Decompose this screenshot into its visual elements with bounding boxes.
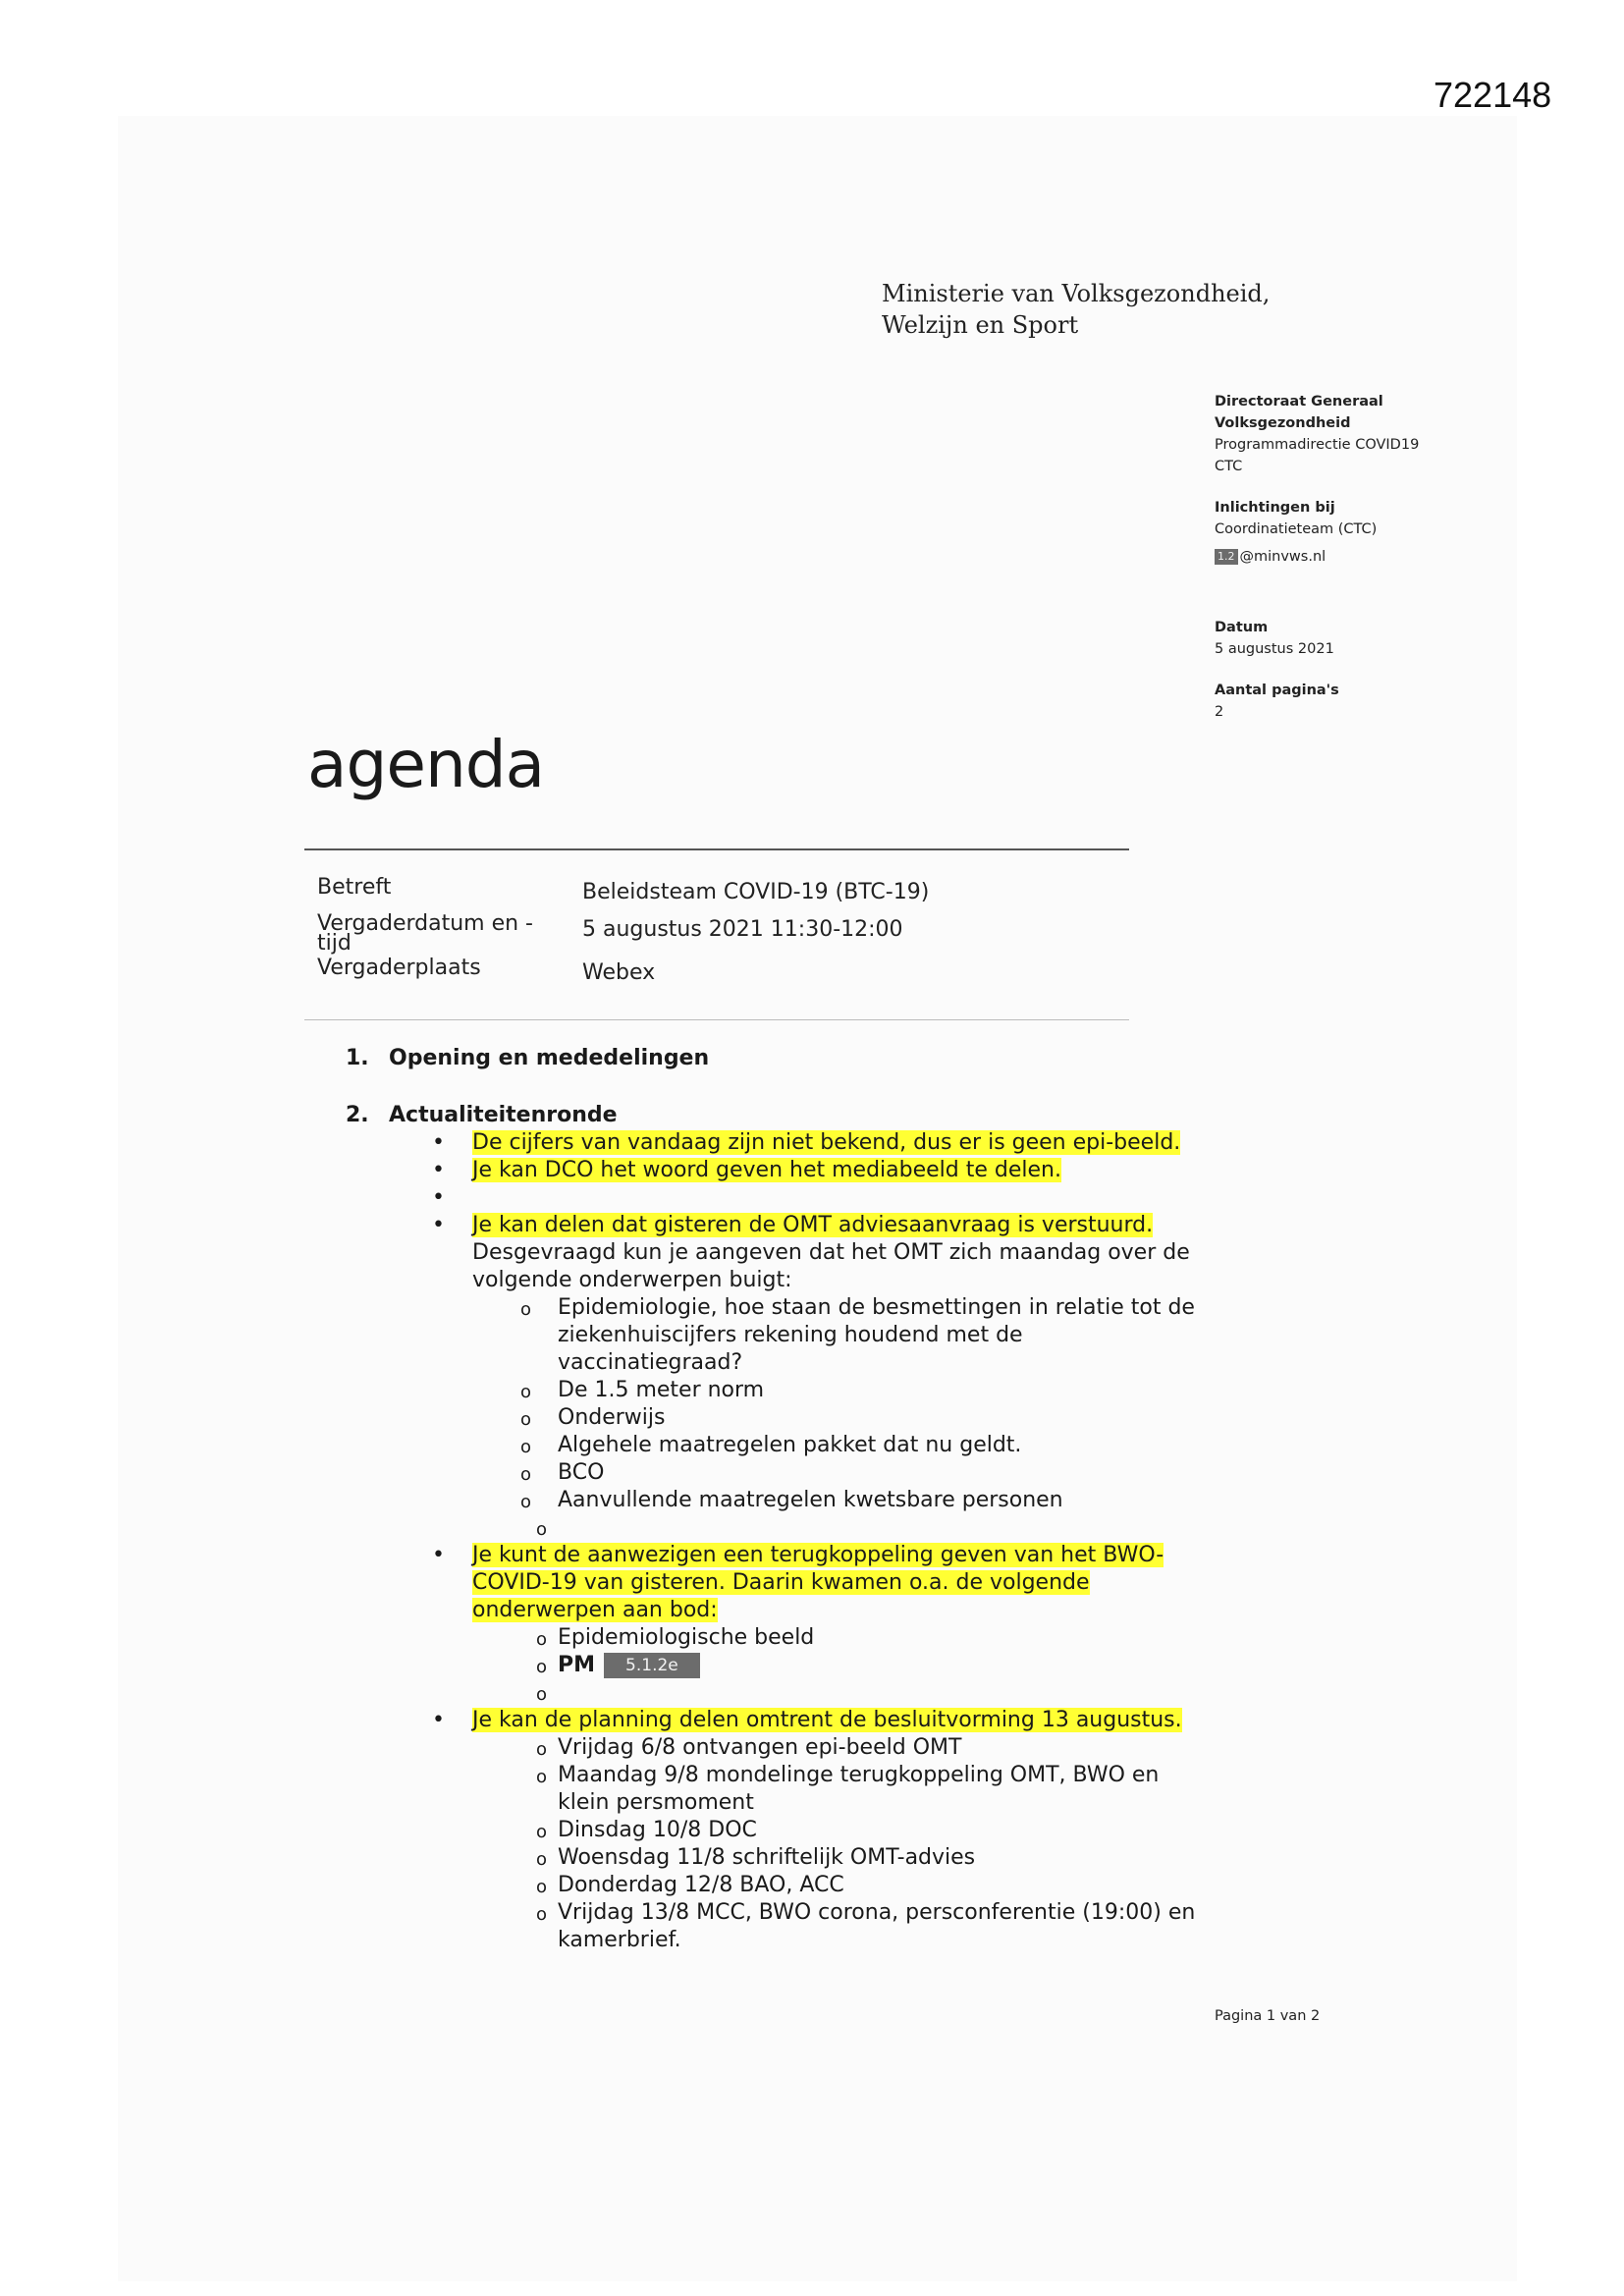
contact-block [1215,497,1499,568]
agenda-item-label: Opening en mededelingen [389,1046,710,1070]
sub-list-item [344,1459,1208,1487]
circle-bullet-icon: o [520,1437,532,1457]
sub-list-item-empty [344,1514,1208,1542]
bullet-icon: • [432,1185,445,1210]
list-item [344,1707,1208,1734]
divider-top [304,848,1129,850]
subject-label: Betreft [317,875,392,900]
divider-bottom [304,1019,1129,1020]
circle-bullet-icon: o [520,1464,532,1485]
redaction-mark: 5.1.2e [604,1653,700,1678]
circle-bullet-icon: o [536,1822,548,1842]
email-domain: @minvws.nl [1239,549,1326,565]
circle-bullet-icon: o [536,1629,548,1650]
sub-list-item [344,1762,1208,1817]
sub-list-item [344,1844,1208,1872]
sub-list-item [344,1377,1208,1404]
sub-item-text: Maandag 9/8 mondelinge terugkoppeling OMT, BWO en klein persmoment [558,1763,1160,1815]
department-line: Volksgezondheid [1215,415,1351,431]
circle-bullet-icon: o [536,1877,548,1897]
bullet-icon: • [432,1708,445,1732]
circle-bullet-icon: o [536,1767,548,1787]
sub-item-text: Epidemiologie, hoe staan de besmettingen in relatie tot de ziekenhuiscijfers rekening houdend met de vaccinatiegraad? [558,1295,1195,1375]
sub-item-text: Onderwijs [558,1405,666,1430]
agenda-list [344,1045,1208,1954]
department-block [1215,391,1499,477]
department-line: CTC [1215,459,1243,474]
list-item-empty [344,1184,1208,1212]
list-item [344,1157,1208,1184]
department-line: Programmadirectie COVID19 [1215,437,1420,453]
circle-bullet-icon: o [520,1299,532,1320]
place-value: Webex [582,960,656,985]
contact-email [1215,546,1499,568]
list-item-text: Desgevraagd kun je aangeven dat het OMT zich maandag over de volgende onderwerpen buigt: [472,1240,1190,1292]
ministry-logo-text [882,278,1270,341]
sub-item-text: Epidemiologische beeld [558,1625,815,1650]
highlighted-text: Je kan de planning delen omtrent de besluitvorming 13 augustus. [472,1708,1182,1732]
circle-bullet-icon: o [520,1409,532,1430]
datetime-label: Vergaderdatum en - tijd [317,911,533,956]
agenda-item-number: 1. [346,1046,369,1070]
place-label: Vergaderplaats [317,956,481,980]
ministry-line-1: Ministerie van Volksgezondheid, [882,280,1271,307]
sub-item-bold-text: PM [558,1653,596,1677]
sub-list-item [344,1294,1208,1377]
bullet-icon: • [432,1130,445,1155]
document-id: 722148 [1434,75,1552,115]
circle-bullet-icon: o [520,1382,532,1402]
datetime-value: 5 augustus 2021 11:30-12:00 [582,917,903,942]
sub-item-text: Aanvullende maatregelen kwetsbare personen [558,1488,1063,1512]
list-item [344,1542,1208,1624]
sub-item-text: Vrijdag 13/8 MCC, BWO corona, persconferentie (19:00) en kamerbrief. [558,1900,1196,1952]
bullet-icon: • [432,1213,445,1237]
circle-bullet-icon: o [536,1519,548,1540]
sub-list-item [344,1817,1208,1844]
sub-item-text: Donderdag 12/8 BAO, ACC [558,1873,844,1897]
sub-item-text: De 1.5 meter norm [558,1378,765,1402]
page-title: agenda [307,727,545,802]
subject-value: Beleidsteam COVID-19 (BTC-19) [582,880,930,904]
contact-heading: Inlichtingen bij [1215,500,1335,516]
circle-bullet-icon: o [536,1684,548,1705]
sub-item-text: Woensdag 11/8 schriftelijk OMT-advies [558,1845,976,1870]
sub-list-item [344,1872,1208,1899]
pages-block [1215,680,1499,723]
sub-item-text: Algehele maatregelen pakket dat nu geldt. [558,1433,1022,1457]
sub-list-item [344,1487,1208,1514]
pages-value: 2 [1215,704,1224,720]
date-block [1215,617,1499,660]
page-number-footer: Pagina 1 van 2 [1215,2008,1321,2024]
contact-line: Coordinatieteam (CTC) [1215,521,1378,537]
circle-bullet-icon: o [536,1904,548,1925]
bullet-icon: • [432,1543,445,1567]
redaction-mark: 1.2 [1215,549,1238,565]
sub-list-item [344,1734,1208,1762]
sub-item-text: Dinsdag 10/8 DOC [558,1818,757,1842]
sub-list-item [344,1652,1208,1679]
agenda-item-number: 2. [346,1103,369,1127]
department-line: Directoraat Generaal [1215,394,1383,410]
circle-bullet-icon: o [536,1739,548,1760]
pages-heading: Aantal pagina's [1215,683,1339,698]
sidebar-info [1215,391,1499,742]
sub-list-item [344,1404,1208,1432]
circle-bullet-icon: o [536,1849,548,1870]
date-heading: Datum [1215,620,1269,635]
sub-item-text: BCO [558,1460,605,1485]
highlighted-text: De cijfers van vandaag zijn niet bekend, dus er is geen epi-beeld. [472,1130,1181,1155]
highlighted-text: Je kunt de aanwezigen een terugkoppeling geven van het BWO-COVID-19 van gisteren. Daarin kwamen o.a. de volgende onderwerpen aan bod: [472,1543,1164,1622]
ministry-line-2: Welzijn en Sport [882,311,1079,339]
circle-bullet-icon: o [536,1657,548,1677]
agenda-item-label: Actualiteitenronde [389,1103,618,1127]
sub-list-item [344,1432,1208,1459]
circle-bullet-icon: o [520,1492,532,1512]
bullet-icon: • [432,1158,445,1182]
agenda-item-opening [344,1045,1208,1072]
sub-item-text: Vrijdag 6/8 ontvangen epi-beeld OMT [558,1735,962,1760]
list-item [344,1129,1208,1157]
highlighted-text: Je kan DCO het woord geven het mediabeeld te delen. [472,1158,1061,1182]
date-value: 5 augustus 2021 [1215,641,1334,657]
sub-list-item [344,1899,1208,1954]
sub-list-item-empty [344,1679,1208,1707]
sub-list-item [344,1624,1208,1652]
highlighted-text: Je kan delen dat gisteren de OMT adviesaanvraag is verstuurd. [472,1213,1154,1237]
agenda-item-actualiteiten [344,1102,1208,1129]
list-item [344,1212,1208,1294]
